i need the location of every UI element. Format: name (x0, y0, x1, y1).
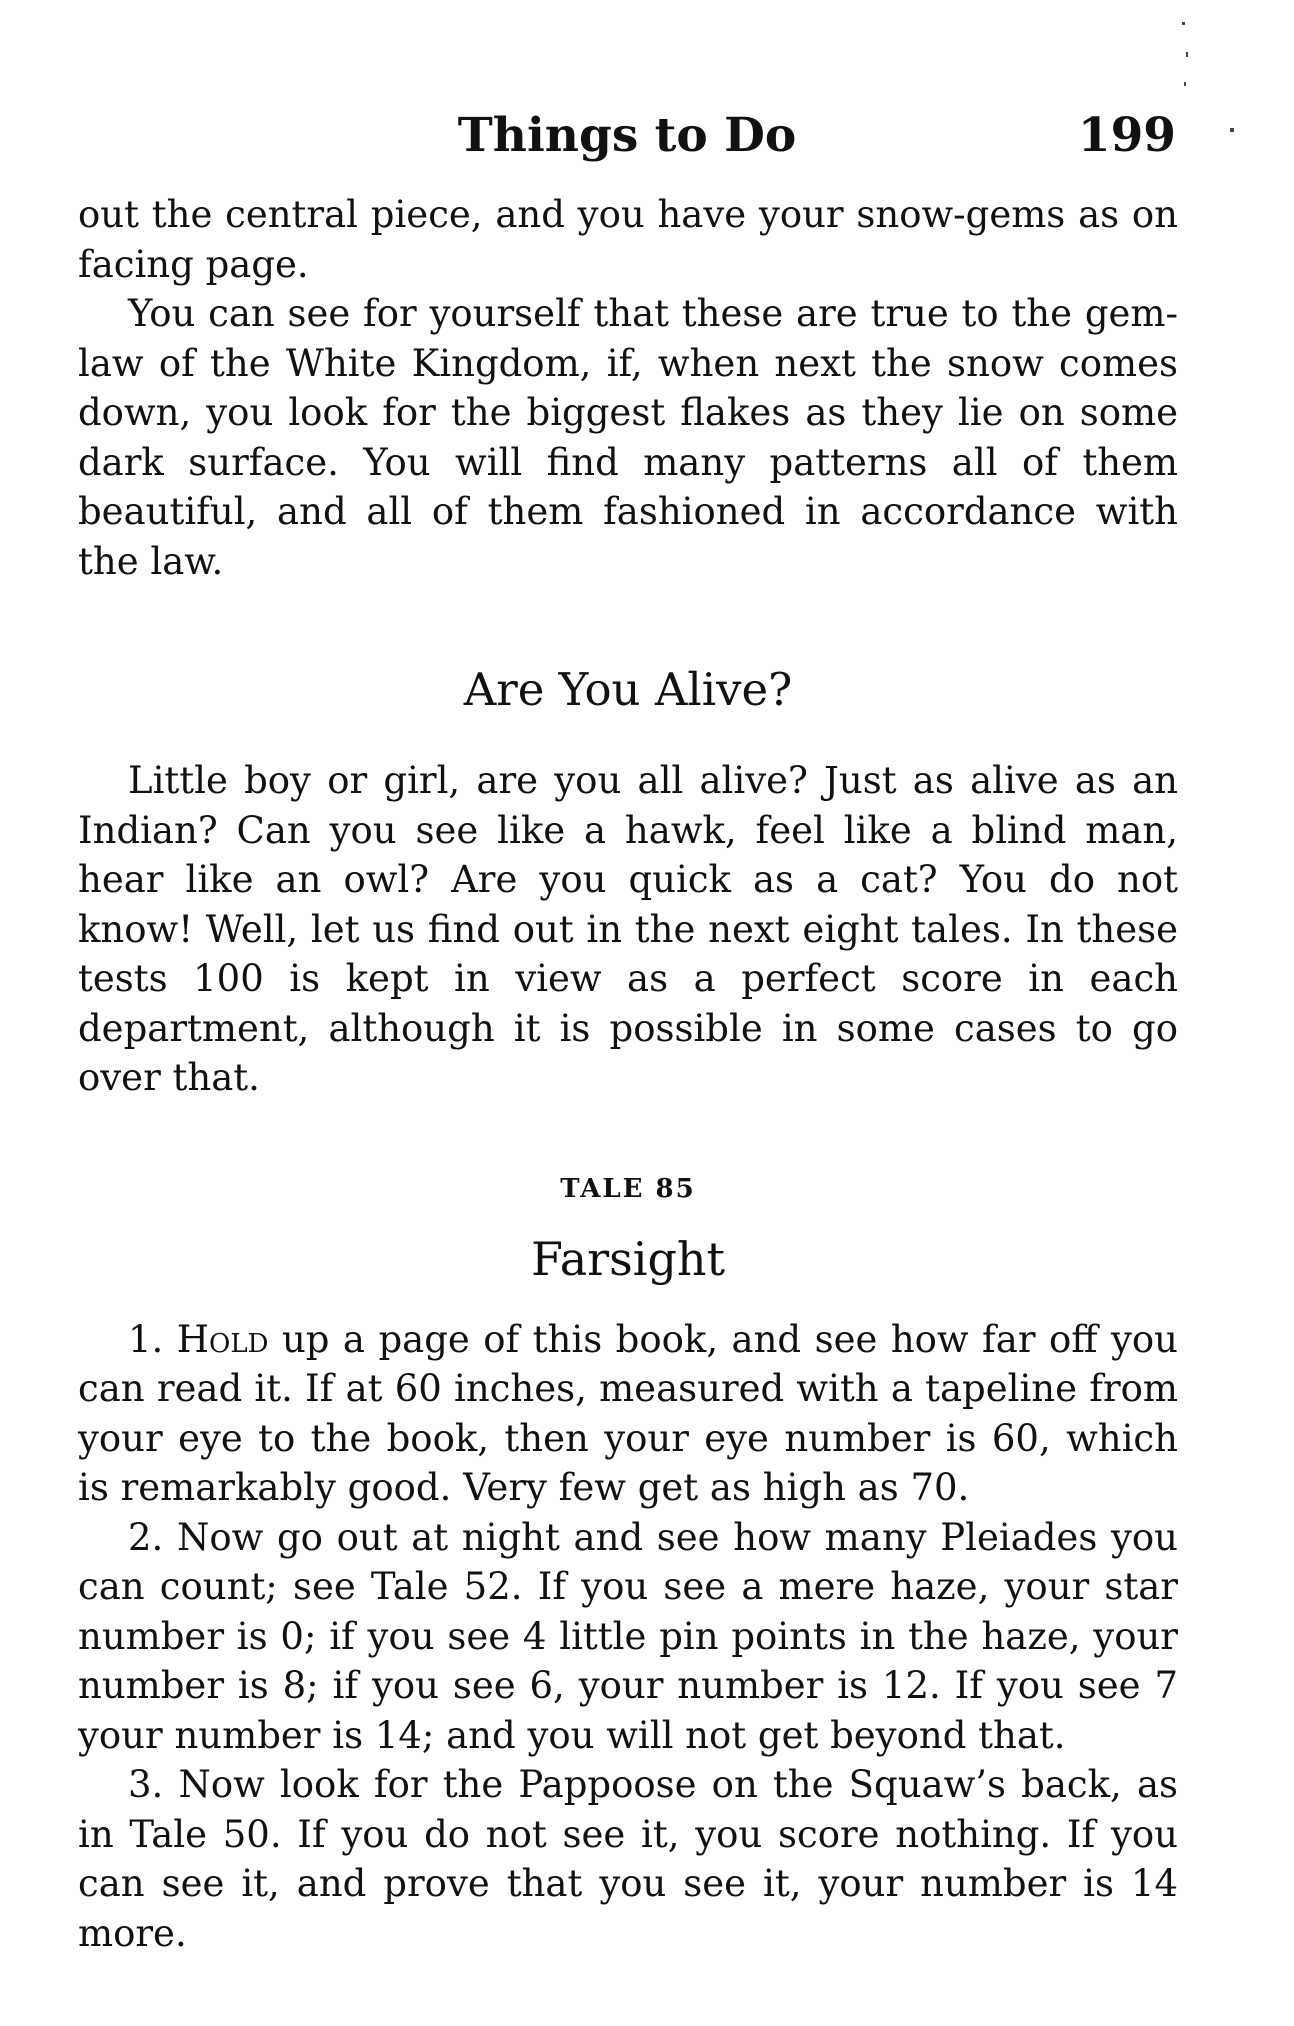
scan-speck (1184, 82, 1186, 86)
running-head (78, 108, 1176, 168)
item-text: Now look for the Pappoose on the Squaw’s back, as in Tale 50. If you do not see it, you score nothing. If you can see it, and prove that you see it, your number is 14 more. (78, 1763, 1178, 1955)
tale-title: Farsight (530, 1231, 726, 1286)
paragraph-continued: out the central piece, and you have your snow-gems as on facing page. (78, 193, 1178, 286)
page-number: 199 (1077, 108, 1176, 163)
tale-item-1 (78, 1315, 1178, 1513)
section-heading: Are You Alive? (463, 663, 793, 716)
tale-item-2 (78, 1513, 1178, 1761)
body-text (78, 190, 1178, 1958)
scan-speck (1182, 22, 1185, 25)
running-title: Things to Do (457, 108, 797, 163)
item-number: 2. (128, 1515, 164, 1559)
item-text: up a page of this book, and see how far off you can read it. If at 60 inches, measured with a tapeline from your eye to the book, then your eye number is 60, which is remarkably good. Very few get as high as 70. (78, 1317, 1178, 1509)
tale-label: TALE 85 (560, 1173, 696, 1204)
item-number: 1. (128, 1317, 164, 1361)
paragraph-gem-law: You can see for yourself that these are true to the gem-law of the White Kingdom, if, when next the snow comes down, you look for the biggest flakes as they lie on some dark surface. You will find many patterns all of them beautiful, and all of them fashioned in accordance with the law. (78, 292, 1178, 583)
item-number: 3. (128, 1763, 164, 1806)
tale-item-3 (78, 1760, 1178, 1958)
scan-speck (1230, 128, 1234, 132)
item-lead-word: Hold (176, 1317, 269, 1361)
item-text: Now go out at night and see how many Pleiades you can count; see Tale 52. If you see a mere haze, your star number is 0; if you see 4 little pin points in the haze, your number is 8; if you see 6, your number is 12. If you see 7 your number is 14; and you will not get beyond that. (78, 1515, 1178, 1757)
scan-speck (1186, 52, 1188, 57)
paragraph-are-you-alive: Little boy or girl, are you all alive? Just as alive as an Indian? Can you see like a hawk, feel like a blind man, hear like an owl? Are you quick as a cat? You do not know! Well, let us find out in the next eight tales. In these tests 100 is kept in view as a perfect score in each department, although it is possible in some cases to go over that. (78, 759, 1178, 1099)
